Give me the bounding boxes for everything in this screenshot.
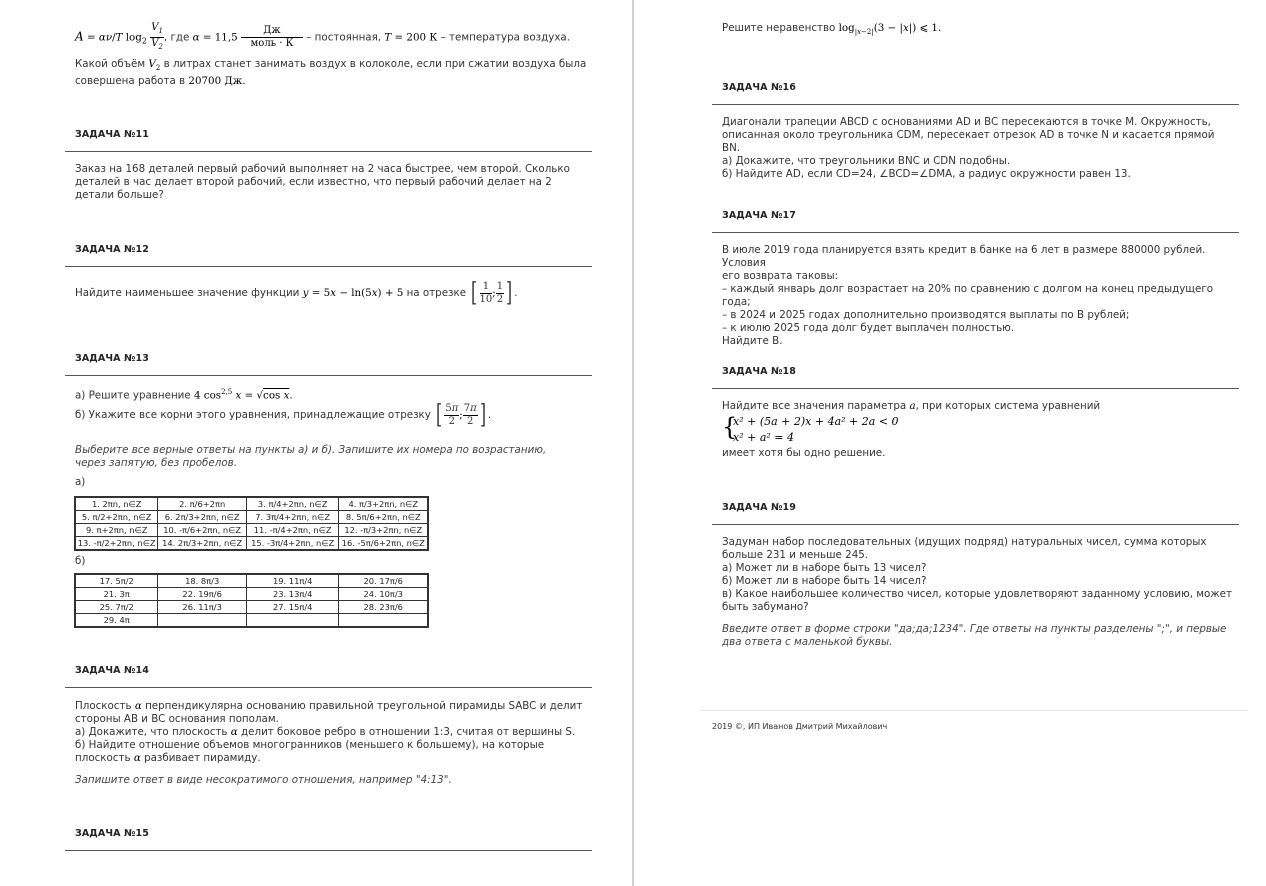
table-cell: 23. 13π/4 bbox=[246, 588, 339, 601]
table-cell bbox=[339, 614, 428, 628]
task18-end: имеет хотя бы одно решение. bbox=[722, 447, 886, 459]
column-divider bbox=[632, 0, 634, 886]
task13-part-a: а) Решите уравнение 4 $\cos^{2,5} x = √\cos$ x. bbox=[75, 388, 293, 402]
footer-rule bbox=[700, 710, 1248, 711]
table-cell: 12. -π/3+2πn, n∈Z bbox=[339, 524, 428, 537]
table-cell: 16. -5π/6+2πn, n∈Z bbox=[339, 537, 428, 551]
task13-title: ЗАДАЧА №13 bbox=[75, 353, 149, 364]
task17-rule bbox=[712, 232, 1239, 233]
table-cell: 15. -3π/4+2πn, n∈Z bbox=[246, 537, 339, 551]
table-cell: 1. 2πn, n∈Z bbox=[75, 497, 158, 511]
system-brace: { bbox=[722, 413, 738, 441]
table-row bbox=[75, 574, 428, 588]
formula-tail2: – температура воздуха. bbox=[440, 31, 570, 44]
table-cell: 17. 5π/2 bbox=[75, 574, 158, 588]
table-cell: 11. -π/4+2πn, n∈Z bbox=[246, 524, 339, 537]
task16-rule bbox=[712, 104, 1239, 105]
table-row bbox=[75, 588, 428, 601]
task18-title: ЗАДАЧА №18 bbox=[722, 366, 796, 377]
table-cell: 13. -π/2+2πn, n∈Z bbox=[75, 537, 158, 551]
task16-title: ЗАДАЧА №16 bbox=[722, 82, 796, 93]
task18-text: Найдите все значения параметра a, при которых система уравнений bbox=[722, 400, 1101, 412]
footer-copyright: 2019 ©, ИП Иванов Дмитрий Михайлович bbox=[712, 722, 888, 731]
task13-label-b: б) bbox=[75, 555, 86, 567]
task15-text: Решите неравенство $\log_{|x-2|}(3 - |x|)$ ⩽ 1. bbox=[722, 22, 942, 37]
task11-rule bbox=[65, 151, 592, 152]
table-cell: 6. 2π/3+2πn, n∈Z bbox=[158, 511, 247, 524]
table-cell: 22. 19π/6 bbox=[158, 588, 247, 601]
task13-rule bbox=[65, 375, 592, 376]
system-eq1: x² + (5a + 2)x + 4a² + 2a < 0 bbox=[733, 415, 899, 428]
task14-text: Плоскость α перпендикулярна основанию правильной треугольной пирамиды SABC и делит стороны AB и BC основания пополам. а) Докажите, что плоскость α делит боковое ребро в отношении 1:3, считая от вершины S. б) Найдите отношение объемов многогранников (меньшего к большему), на которые плоскость α разбивает пирамиду. bbox=[75, 700, 583, 764]
task16-text: Диагонали трапеции ABCD с основаниями AD и BC пересекаются в точке M. Окружность, описанная около треугольника CDM, пересекает отрезок AD в точке N и касается прямой BN. а) Докажите, что треугольники BNC и CDN подобны. б) Найдите AD, если CD=24, ∠BCD=∠DMA, а радиус окружности равен 13. bbox=[722, 116, 1215, 180]
table-row bbox=[75, 601, 428, 614]
formula-tail: – постоянная, bbox=[306, 31, 382, 44]
task14-note: Запишите ответ в виде несократимого отношения, например "4:13". bbox=[75, 774, 452, 786]
task15-rule bbox=[65, 850, 592, 851]
task11-text: Заказ на 168 деталей первый рабочий выполняет на 2 часа быстрее, чем второй. Сколько деталей в час делает второй рабочий, если известно, что первый рабочий делает на 2 детали больше? bbox=[75, 163, 570, 201]
formula-line: A = αν/T $\log_2$ $\frac{V_1}{V_2}$ , где α = 11,5 $\frac{Дж}{\text{моль · К}}$ – постоянная, T = 200 К – температура воздуха. bbox=[75, 22, 570, 51]
table-cell: 2. π/6+2πn bbox=[158, 497, 247, 511]
task14-title: ЗАДАЧА №14 bbox=[75, 665, 149, 676]
table-cell: 10. -π/6+2πn, n∈Z bbox=[158, 524, 247, 537]
table-cell: 19. 11π/4 bbox=[246, 574, 339, 588]
table-cell: 26. 11π/3 bbox=[158, 601, 247, 614]
table-cell: 3. π/4+2πn, n∈Z bbox=[246, 497, 339, 511]
table-cell: 5. π/2+2πn, n∈Z bbox=[75, 511, 158, 524]
table-cell: 8. 5π/6+2πn, n∈Z bbox=[339, 511, 428, 524]
table-cell: 28. 23π/6 bbox=[339, 601, 428, 614]
system-eq2: x² + a² = 4 bbox=[733, 431, 794, 444]
table-cell bbox=[158, 614, 247, 628]
task15-title: ЗАДАЧА №15 bbox=[75, 828, 149, 839]
table-row bbox=[75, 524, 428, 537]
table-cell: 4. π/3+2πn, n∈Z bbox=[339, 497, 428, 511]
table-cell: 21. 3π bbox=[75, 588, 158, 601]
task14-rule bbox=[65, 687, 592, 688]
table-cell: 9. π+2πn, n∈Z bbox=[75, 524, 158, 537]
table-cell: 14. 2π/3+2πn, n∈Z bbox=[158, 537, 247, 551]
task13-note: Выберите все верные ответы на пункты а) и б). Запишите их номера по возрастанию, через запятую, без пробелов. bbox=[75, 444, 547, 469]
task17-text: В июле 2019 года планируется взять кредит в банке на 6 лет в размере 880000 рублей. Условия его возврата таковы: – каждый январь долг возрастает на 20% по сравнению с долгом на конец предыдущего года; – в 2024 и 2025 годах дополнительно производятся выплаты по B рублей; – к июлю 2025 года долг будет выплачен полностью. Найдите B. bbox=[722, 244, 1214, 347]
answers-table-a bbox=[74, 496, 429, 551]
table-cell: 18. 8π/3 bbox=[158, 574, 247, 588]
task19-rule bbox=[712, 524, 1239, 525]
task10-text: Какой объём $V_2$ в литрах станет занимать воздух в колоколе, если при сжатии воздуха была совершена работа в 20700 Дж. bbox=[75, 58, 587, 88]
task11-title: ЗАДАЧА №11 bbox=[75, 129, 149, 140]
task12-rule bbox=[65, 266, 592, 267]
table-cell bbox=[246, 614, 339, 628]
table-row bbox=[75, 497, 428, 511]
table-cell: 20. 17π/6 bbox=[339, 574, 428, 588]
table-row bbox=[75, 511, 428, 524]
answers-table-b bbox=[74, 573, 429, 628]
task12-title: ЗАДАЧА №12 bbox=[75, 244, 149, 255]
task19-title: ЗАДАЧА №19 bbox=[722, 502, 796, 513]
task18-rule bbox=[712, 388, 1239, 389]
table-cell: 7. 3π/4+2πn, n∈Z bbox=[246, 511, 339, 524]
task13-part-b: б) Укажите все корни этого уравнения, принадлежащие отрезку [ $\frac{5\pi}{2}$ ; $\frac{7\pi}{2}$ ] . bbox=[75, 400, 492, 430]
table-cell: 25. 7π/2 bbox=[75, 601, 158, 614]
task17-title: ЗАДАЧА №17 bbox=[722, 210, 796, 221]
table-row bbox=[75, 614, 428, 628]
task19-note: Введите ответ в форме строки "да;да;1234". Где ответы на пункты разделены ";", и первые два ответа с маленькой буквы. bbox=[722, 623, 1227, 648]
table-cell: 27. 15π/4 bbox=[246, 601, 339, 614]
task13-label-a: а) bbox=[75, 476, 86, 488]
table-row bbox=[75, 537, 428, 551]
task12-text: Найдите наименьшее значение функции y = 5x − ln(5x) + 5 на отрезке [ $\frac{1}{10}$ ; $\frac{1}{2}$ ] . bbox=[75, 278, 518, 308]
table-cell: 24. 10π/3 bbox=[339, 588, 428, 601]
table-cell: 29. 4π bbox=[75, 614, 158, 628]
task19-text: Задуман набор последовательных (идущих подряд) натуральных чисел, сумма которых больше 231 и меньше 245. а) Может ли в наборе быть 13 чисел? б) Может ли в наборе быть 14 чисел? в) Какое наибольшее количество чисел, которые удовлетворяют заданному условию, может быть забумано? bbox=[722, 536, 1232, 613]
